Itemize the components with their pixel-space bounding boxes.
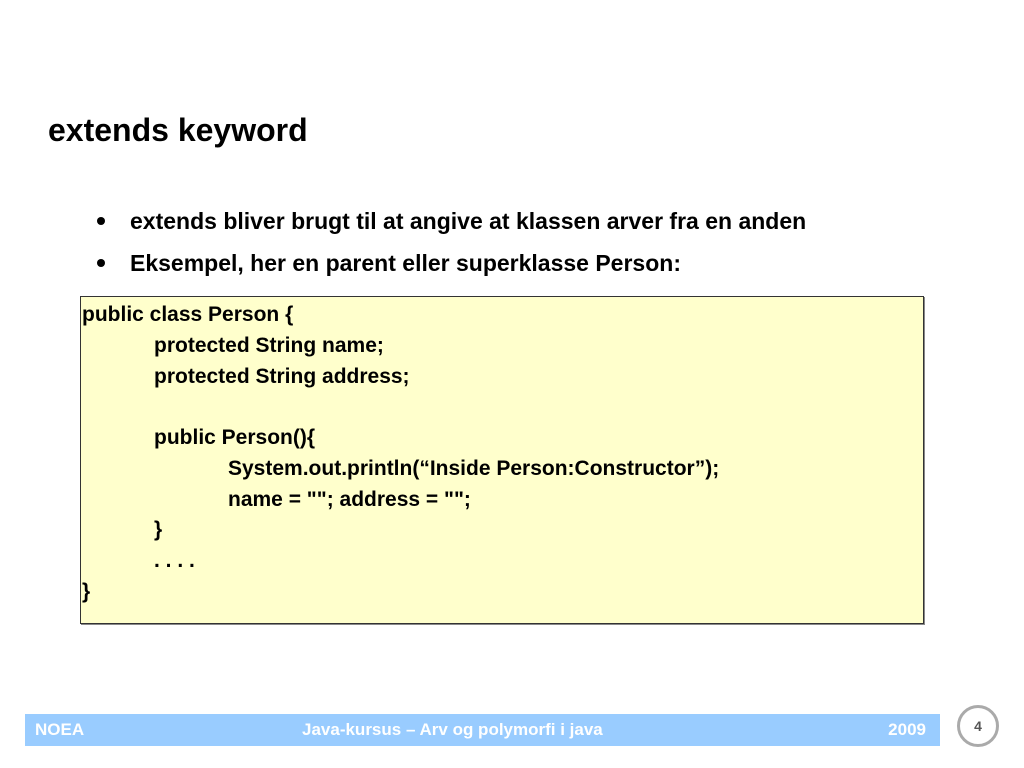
code-line: public class Person { [82,303,294,326]
footer-bar [25,714,940,746]
bullet-icon [97,217,105,225]
code-line: } [154,518,163,541]
bullet-icon [97,259,105,267]
footer-organization: NOEA [35,720,85,739]
code-line: } [82,580,91,603]
slide-title: extends keyword [48,112,308,148]
bullet-text: Eksempel, her en parent eller superklasse Person: [130,250,681,276]
bullet-list [94,200,806,284]
code-line: protected String address; [154,365,410,388]
code-line: public Person(){ [154,426,316,449]
code-line: System.out.println(“Inside Person:Constructor”); [228,457,720,480]
code-line: protected String name; [154,334,384,357]
code-block [80,296,924,624]
bullet-text: extends bliver brugt til at angive at klassen arver fra en anden [130,208,807,234]
code-line: name = ""; address = ""; [228,488,471,511]
code-line: . . . . [154,549,195,572]
footer-year: 2009 [888,720,926,739]
bullet-item [94,200,806,242]
page-number-badge: 4 [957,705,999,747]
footer-course-title: Java-kursus – Arv og polymorfi i java [302,720,603,739]
bullet-item [94,242,806,284]
